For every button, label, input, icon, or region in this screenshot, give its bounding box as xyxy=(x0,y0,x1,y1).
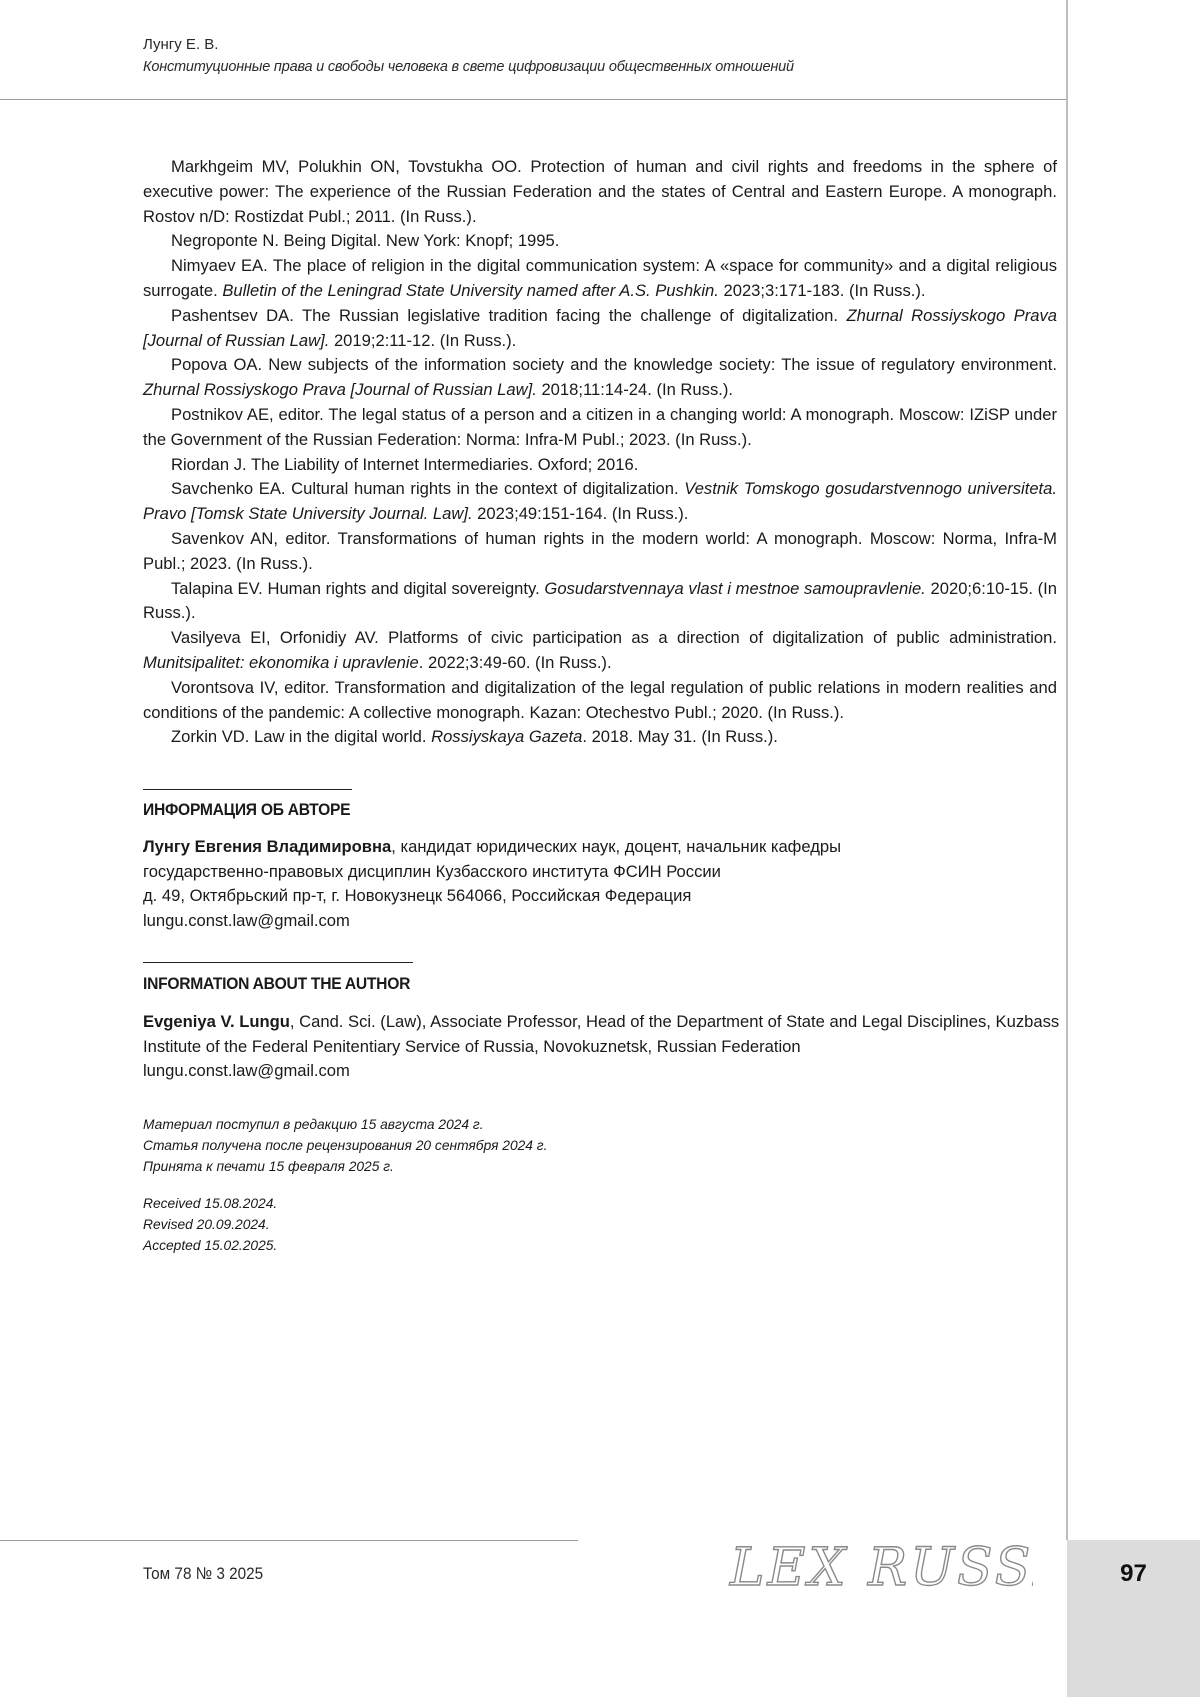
date-en-revised: Revised 20.09.2024. xyxy=(143,1214,743,1235)
reference-item xyxy=(143,403,1057,453)
author-en-name: Evgeniya V. Lungu xyxy=(143,1012,290,1031)
dates-ru xyxy=(143,1114,743,1177)
author-ru-address: д. 49, Октябрьский пр-т, г. Новокузнецк 564066, Российская Федерация xyxy=(143,884,1073,909)
journal-logo xyxy=(728,1535,1033,1595)
reference-text: Talapina EV. Human rights and digital sovereignty. xyxy=(171,579,544,598)
reference-text: Vasilyeva EI, Orfonidiy AV. Platforms of civic participation as a direction of digitalization of public administration. xyxy=(171,628,1057,647)
footer-volume: Том 78 № 3 2025 xyxy=(143,1564,263,1584)
reference-text: Vorontsova IV, editor. Transformation and digitalization of the legal regulation of public relations in modern realities and conditions of the pandemic: A collective monograph. Kazan: Otechestvo Publ.; 2020. (In Russ.). xyxy=(143,678,1057,722)
author-ru-block xyxy=(143,835,1073,933)
author-en-block xyxy=(143,1010,1073,1084)
dates-en xyxy=(143,1193,743,1256)
journal-logo-text: LEX RUSS xyxy=(729,1538,1033,1595)
reference-text: Markhgeim MV, Polukhin ON, Tovstukha OO. Protection of human and civil rights and freedoms in the sphere of executive power: The experience of the Russian Federation and the states of Central and Eastern Europe. A monograph. Rostov n/D: Rostizdat Publ.; 2011. (In Russ.). xyxy=(143,157,1057,226)
author-ru-email[interactable]: lungu.const.law@gmail.com xyxy=(143,909,1073,934)
header-article-title: Конституционные права и свободы человека в свете цифровизации общественных отношений xyxy=(143,56,1043,78)
reference-text: Savenkov AN, editor. Transformations of human rights in the modern world: A monograph. Moscow: Norma, Infra-M Publ.; 2023. (In Russ.). xyxy=(143,529,1057,573)
reference-list xyxy=(143,155,1057,750)
reference-item xyxy=(143,527,1057,577)
reference-source: Zhurnal Rossiyskogo Prava [Journal of Russian Law]. xyxy=(143,306,1057,350)
running-header xyxy=(143,34,1043,78)
reference-source: Gosudarstvennaya vlast i mestnoe samoupravlenie. xyxy=(544,579,925,598)
reference-item xyxy=(143,725,1057,750)
reference-item xyxy=(143,453,1057,478)
author-en-position: , Cand. Sci. (Law), Associate Professor, Head of the Department of State and Legal Disciplines, Kuzbass Institute of the Federal Penitentiary Service of Russia, Novokuznetsk, Russian Federation xyxy=(143,1012,1059,1056)
reference-item xyxy=(143,353,1057,403)
reference-text: 2023;49:151-164. (In Russ.). xyxy=(473,504,689,523)
reference-text: Postnikov AE, editor. The legal status of a person and a citizen in a changing world: A monograph. Moscow: IZiSP under the Government of the Russian Federation: Norma: Infra-M Publ.; 2023. (In Russ.). xyxy=(143,405,1057,449)
reference-text: 2019;2:11-12. (In Russ.). xyxy=(329,331,516,350)
reference-item xyxy=(143,676,1057,726)
page-number: 97 xyxy=(1067,1560,1200,1588)
reference-text: 2018;11:14-24. (In Russ.). xyxy=(537,380,733,399)
date-ru-received: Материал поступил в редакцию 15 августа 2024 г. xyxy=(143,1114,743,1135)
reference-item xyxy=(143,577,1057,627)
author-ru-divider xyxy=(143,789,352,790)
reference-item xyxy=(143,229,1057,254)
reference-source: Rossiyskaya Gazeta xyxy=(431,727,582,746)
reference-text: 2020;6:10-15. (In Russ.). xyxy=(143,579,1057,623)
reference-text: . 2022;3:49-60. (In Russ.). xyxy=(419,653,612,672)
date-ru-accepted: Принята к печати 15 февраля 2025 г. xyxy=(143,1156,743,1177)
reference-text: Pashentsev DA. The Russian legislative tradition facing the challenge of digitalization. xyxy=(171,306,846,325)
reference-source: Vestnik Tomskogo gosudarstvennogo universiteta. Pravo [Tomsk State University Journal. Law]. xyxy=(143,479,1057,523)
date-en-accepted: Accepted 15.02.2025. xyxy=(143,1235,743,1256)
reference-source: Zhurnal Rossiyskogo Prava [Journal of Russian Law]. xyxy=(143,380,537,399)
author-en-email[interactable]: lungu.const.law@gmail.com xyxy=(143,1059,1073,1084)
reference-text: Nimyaev EA. The place of religion in the digital communication system: A «space for community» and a digital religious surrogate. xyxy=(143,256,1057,300)
reference-item xyxy=(143,626,1057,676)
reference-item xyxy=(143,254,1057,304)
author-en-divider xyxy=(143,962,413,963)
date-en-received: Received 15.08.2024. xyxy=(143,1193,743,1214)
reference-source: Munitsipalitet: ekonomika i upravlenie xyxy=(143,653,419,672)
reference-text: . 2018. May 31. (In Russ.). xyxy=(582,727,778,746)
reference-item xyxy=(143,155,1057,229)
reference-text: Negroponte N. Being Digital. New York: Knopf; 1995. xyxy=(171,231,559,250)
author-ru-name: Лунгу Евгения Владимировна xyxy=(143,837,391,856)
reference-text: Riordan J. The Liability of Internet Intermediaries. Oxford; 2016. xyxy=(171,455,638,474)
date-ru-revised: Статья получена после рецензирования 20 сентября 2024 г. xyxy=(143,1135,743,1156)
reference-text: Savchenko EA. Cultural human rights in the context of digitalization. xyxy=(171,479,684,498)
reference-text: Popova OA. New subjects of the information society and the knowledge society: The issue of regulatory environment. xyxy=(171,355,1057,374)
reference-item xyxy=(143,477,1057,527)
author-ru-heading: ИНФОРМАЦИЯ ОБ АВТОРЕ xyxy=(143,800,350,820)
footer-divider xyxy=(0,1540,578,1541)
author-en-heading: INFORMATION ABOUT THE AUTHOR xyxy=(143,974,410,994)
header-author: Лунгу Е. В. xyxy=(143,34,1043,56)
reference-text: Zorkin VD. Law in the digital world. xyxy=(171,727,431,746)
header-divider xyxy=(0,99,1067,100)
reference-text: 2023;3:171-183. (In Russ.). xyxy=(719,281,926,300)
reference-source: Bulletin of the Leningrad State University named after A.S. Pushkin. xyxy=(222,281,719,300)
reference-item xyxy=(143,304,1057,354)
right-margin-rule xyxy=(1066,0,1068,1540)
author-ru-position: , кандидат юридических наук, доцент, начальник кафедры государственно-правовых дисциплин Кузбасского института ФСИН России xyxy=(143,837,841,881)
